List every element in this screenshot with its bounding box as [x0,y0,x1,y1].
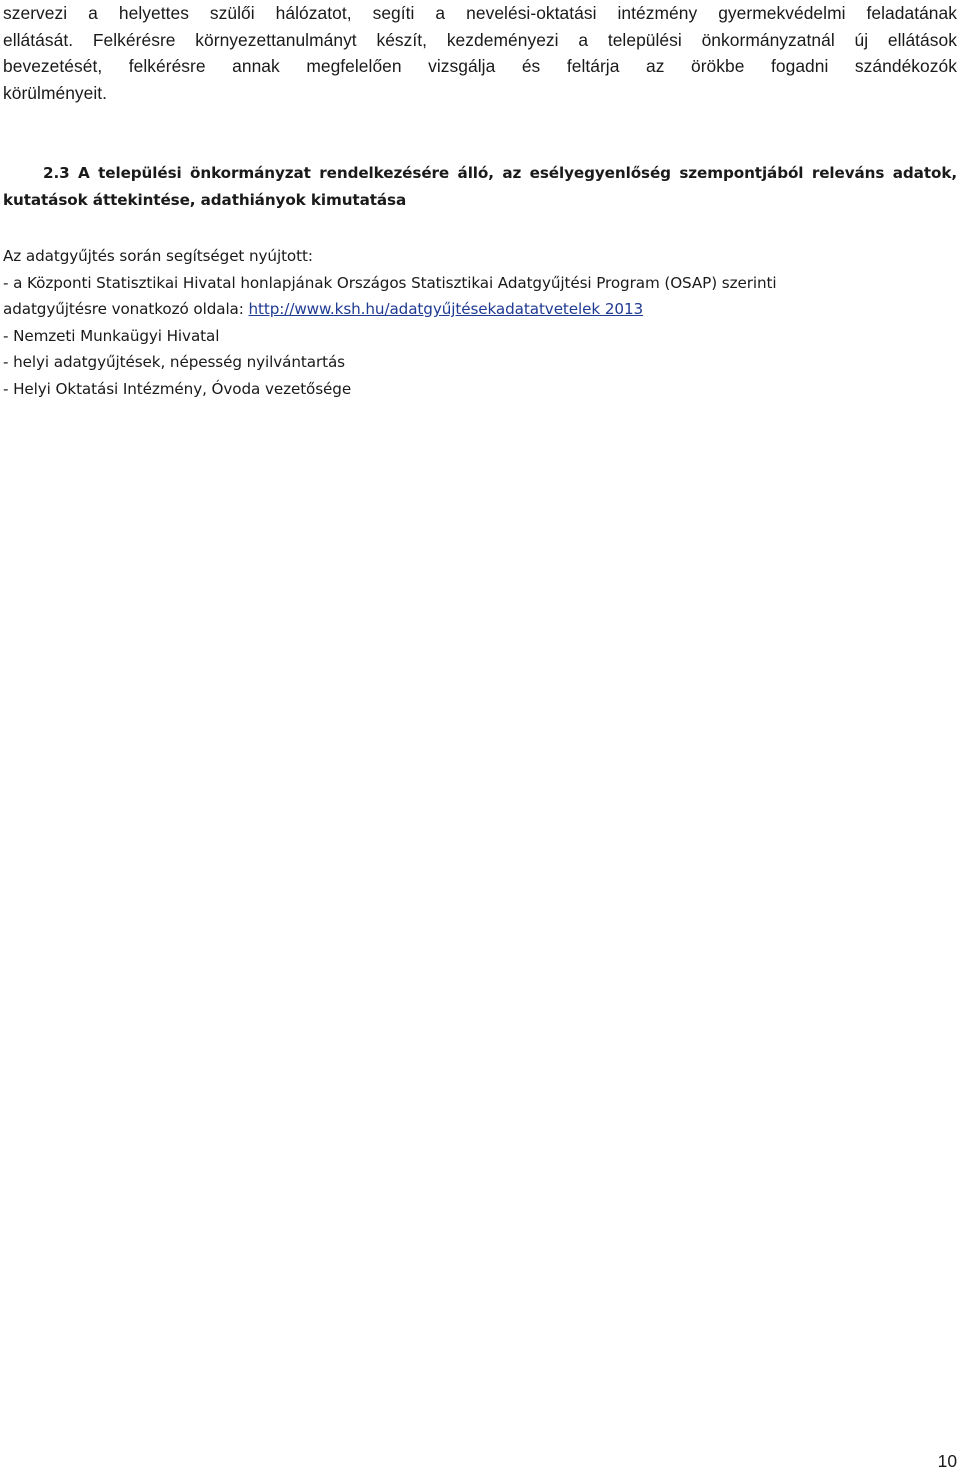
list-item-continuation [3,296,957,323]
list-item: - Nemzeti Munkaügyi Hivatal [3,326,220,345]
list-item: - helyi adatgyűjtések, népesség nyilvántartás [3,353,345,372]
section-heading [3,160,957,213]
page-number: 10 [937,1451,957,1471]
ksh-link[interactable]: http://www.ksh.hu/adatgyűjtésekadatatvetelek 2013 [248,300,644,319]
section-heading-line: 2.3 A települési önkormányzat rendelkezésére álló, az esélyegyenlőség szempontjából releváns adatok, [43,164,957,182]
intro-line: szervezi a helyettes szülői hálózatot, segíti a nevelési-oktatási intézmény gyermekvédelmi feladatának [3,3,957,23]
link-prefix: adatgyűjtésre vonatkozó oldala: [3,300,249,319]
section-heading-line: kutatások áttekintése, adathiányok kimutatása [3,190,407,209]
data-sources-intro: Az adatgyűjtés során segítséget nyújtott: [3,247,313,265]
intro-line: körülményeit. [3,82,108,103]
intro-line: bevezetését, felkérésre annak megfelelően vizsgálja és feltárja az örökbe fogadni szándékozók [3,56,957,77]
data-sources-block [3,243,957,403]
document-page [3,0,957,398]
list-item: - a Központi Statisztikai Hivatal honlapjának Országos Statisztikai Adatgyűjtési Program (OSAP) szerinti [3,273,777,292]
intro-paragraph [3,0,957,106]
intro-line: ellátását. Felkérésre környezettanulmányt készít, kezdeményezi a települési önkormányzatnál új ellátások [3,29,957,50]
list-item: - Helyi Oktatási Intézmény, Óvoda vezetősége [3,379,352,398]
